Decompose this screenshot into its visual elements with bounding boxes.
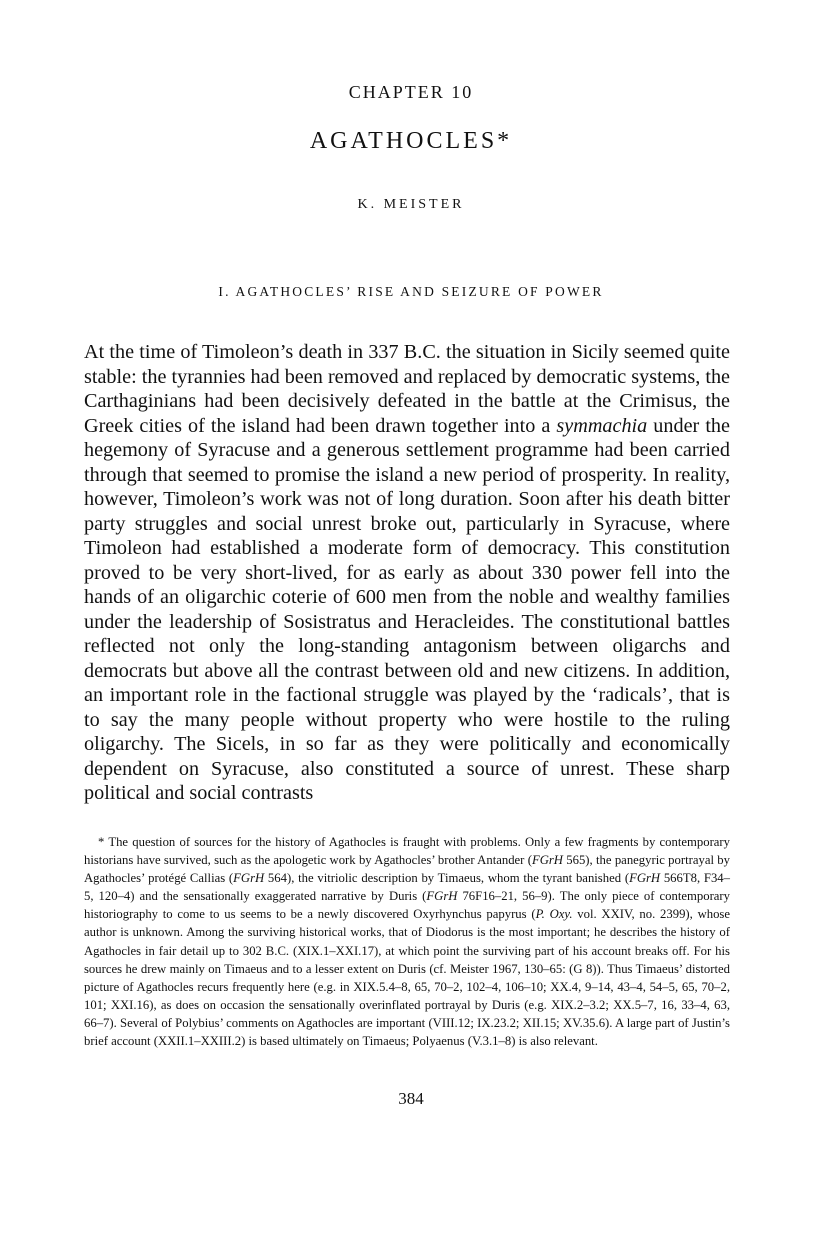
text-run: 565), the panegyric portrayal by Agathocles’ protégé Callias ( bbox=[84, 853, 730, 886]
page-number: 384 bbox=[398, 1089, 424, 1108]
citation-italic: P. Oxy. bbox=[535, 907, 573, 922]
symmachia-term: symmachia bbox=[556, 414, 648, 437]
citation-italic: FGrH bbox=[531, 853, 563, 868]
citation-italic: FGrH bbox=[629, 871, 661, 886]
text-run: under the hegemony of Syracuse and a generous settlement programme had been carried through that seemed to promise the island a new period of prosperity. In reality, however, Timoleon’s work was not of long duration. Soon after his death bitter party struggles and social unrest broke out, particularly in Syracuse, where Timoleon had established a moderate form of democracy. This constitution proved to be very short-lived, for as early as about 330 power fell into the hands of an oligarchic coterie of 600 men from the noble and wealthy families under the leadership of Sosistratus and Heracleides. The constitutional battles reflected not only the long-standing antagonism between oligarchs and democrats but above all the contrast between old and new citizens. In addition, an important role in the factional struggle was played by the ‘radicals’, that is to say the many people without property who were hostile to the ruling oligarchy. The Sicels, in so far as they were politically and economically dependent on Syracuse, also constituted a source of unrest. These sharp political and social contrasts bbox=[84, 414, 730, 804]
citation-italic: FGrH bbox=[426, 889, 458, 904]
text-run: 564), the vitriolic description by Timaeus, whom the tyrant banished ( bbox=[264, 871, 630, 886]
section-heading: I. AGATHOCLES’ RISE AND SEIZURE OF POWER bbox=[218, 284, 604, 299]
text-run: 566T8, F34–5, 120–4) and the sensationally exaggerated narrative by Duris ( bbox=[84, 871, 730, 904]
text-run: vol. XXIV, no. 2399), whose author is unknown. Among the surviving historical works, that of Diodorus is the most important; he describes the history of Agathocles in fair detail up to 302 B.C. (XIX.1–XXI.17), at which point the surviving part of his account breaks off. For his sources he drew mainly on Timaeus and to a lesser extent on Duris (cf. Meister 1967, 130–65: (G 8)). Thus Timaeus’ distorted picture of Agathocles recurs frequently here (e.g. in XIX.5.4–8, 65, 70–2, 102–4, 106–10; XX.4, 9–14, 43–4, 54–5, 65, 70–2, 101; XXI.16), as does on occasion the sensationally overinflated portrayal by Duris (e.g. XIX.2–3.2; XX.5–7, 16, 33–4, 63, 66–7). Several of Polybius’ comments on Agathocles are important (VIII.12; IX.23.2; XII.15; XV.35.6). A large part of Justin’s brief account (XXII.1–XXIII.2) is based ultimately on Timaeus; Polyaenus (V.3.1–8) is also relevant. bbox=[84, 907, 730, 1049]
chapter-title: AGATHOCLES* bbox=[309, 128, 513, 154]
footnote bbox=[84, 833, 730, 1050]
text-run: * The question of sources for the history of Agathocles is fraught with problems. Only a few fragments by contemporary historians have survived, such as the apologetic work by Agathocles’ brother Antander ( bbox=[84, 835, 730, 868]
chapter-label: CHAPTER 10 bbox=[348, 82, 474, 102]
footnote-text bbox=[84, 833, 730, 1050]
citation-italic: FGrH bbox=[233, 871, 265, 886]
main-text bbox=[84, 340, 730, 806]
text-run: At the time of Timoleon’s death in 337 B.C. the situation in Sicily seemed quite stable: the tyrannies had been removed and replaced by democratic systems, the Carthaginians had been decisively defeated in the battle at the Crimisus, the Greek cities of the island had been drawn together into a bbox=[84, 341, 730, 437]
text-run: 76F16–21, 56–9). The only piece of contemporary historiography to come to us seems to be a newly discovered Oxyrhynchus papyrus ( bbox=[84, 889, 730, 922]
chapter-author: K. MEISTER bbox=[357, 197, 465, 212]
paragraph-1 bbox=[84, 340, 730, 806]
